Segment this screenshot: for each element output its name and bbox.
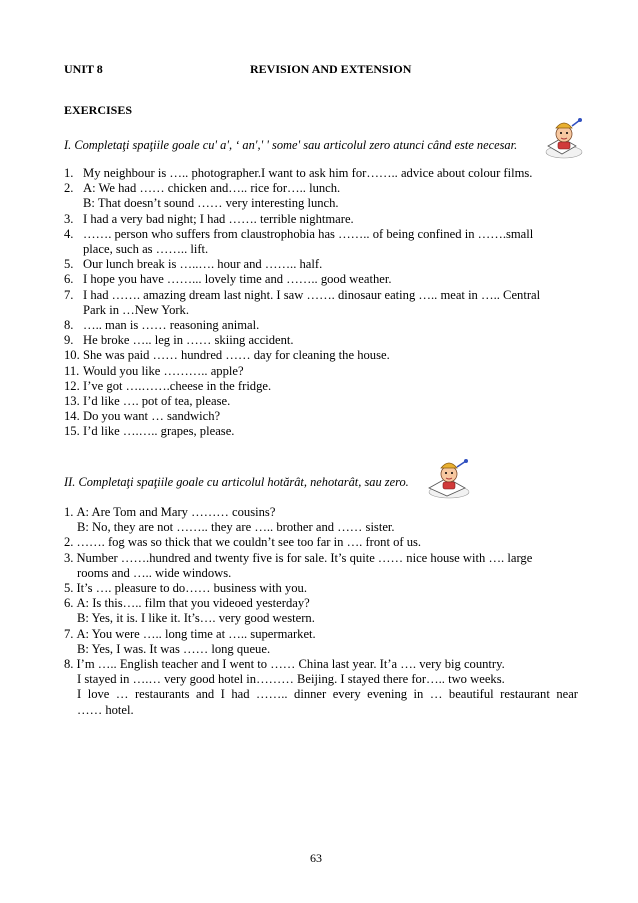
item-number: 5.	[64, 581, 74, 596]
list-item	[64, 505, 584, 535]
item-text: A: Is this….. film that you videoed yesterday?	[76, 596, 310, 611]
item-number: 8.	[64, 657, 74, 672]
page-title: REVISION AND EXTENSION	[250, 62, 412, 76]
list-item	[64, 596, 584, 626]
item-line	[64, 581, 584, 596]
item-line	[64, 657, 584, 672]
item-line: A: We had …… chicken and….. rice for….. lunch.	[83, 181, 341, 196]
item-text: It’s …. pleasure to do…… business with you.	[76, 581, 307, 596]
item-line	[64, 596, 584, 611]
item-line: I’d like …. pot of tea, please.	[83, 394, 231, 409]
section1-instruction: I. Completaţi spaţiile goale cu' a', ‘ an',' ' some' sau articolul zero atunci când este necesar.	[64, 138, 518, 152]
item-line	[64, 505, 584, 520]
item-number: 12.	[64, 378, 80, 393]
item-line: I had ……. amazing dream last night. I saw ……. dinosaur eating ….. meat in ….. Central	[83, 287, 541, 302]
item-number: 3.	[64, 211, 74, 226]
item-number: 2.	[64, 181, 74, 196]
item-text: I’m ….. English teacher and I went to …… China last year. It’a …. very big country.	[76, 657, 505, 672]
item-number: 6.	[64, 272, 74, 287]
list-item	[64, 581, 584, 596]
list-item	[64, 424, 584, 439]
item-number: 1.	[64, 505, 74, 519]
list-item	[64, 272, 584, 287]
item-line: B: Yes, I was. It was …… long queue.	[77, 641, 271, 656]
item-line: B: No, they are not …….. they are ….. brother and …… sister.	[77, 520, 395, 535]
list-item	[64, 657, 584, 718]
item-line	[64, 551, 584, 566]
item-line: rooms and ….. wide windows.	[77, 565, 232, 580]
list-item	[64, 318, 584, 333]
item-line: ….. man is …… reasoning animal.	[83, 318, 260, 333]
list-item	[64, 394, 584, 409]
cartoon-chef-icon	[425, 458, 473, 500]
item-text: Number …….hundred and twenty five is for sale. It’s quite …… nice house with …. large	[76, 550, 533, 565]
item-number: 14.	[64, 409, 80, 424]
item-number: 7.	[64, 287, 74, 302]
item-number: 3.	[64, 550, 74, 565]
item-line: I’ve got ….…….cheese in the fridge.	[83, 378, 272, 393]
item-number: 11.	[64, 363, 80, 378]
cartoon-chef-icon	[542, 116, 586, 160]
unit-label: UNIT 8	[64, 62, 103, 76]
item-text: A: Are Tom and Mary ……… cousins?	[76, 505, 276, 519]
item-line: Park in …New York.	[83, 302, 190, 317]
item-line: I hope you have ……... lovely time and …….. good weather.	[83, 272, 392, 287]
item-line: I had a very bad night; I had ……. terrible nightmare.	[83, 211, 354, 226]
list-item	[64, 551, 584, 581]
list-item	[64, 288, 584, 318]
item-number: 15.	[64, 424, 80, 439]
item-line: place, such as …….. lift.	[83, 242, 209, 257]
item-text: A: You were ….. long time at ….. supermarket.	[76, 626, 316, 641]
section2-instruction: II. Completaţi spaţiile goale cu articolul hotărât, nehotarât, sau zero.	[64, 475, 409, 489]
item-number: 2.	[64, 535, 74, 550]
item-number: 7.	[64, 626, 74, 641]
item-line: I’d like ….….. grapes, please.	[83, 424, 235, 439]
list-item	[64, 409, 584, 424]
item-number: 9.	[64, 333, 74, 348]
section1-list	[64, 166, 584, 440]
item-text: ……. fog was so thick that we couldn’t see too far in …. front of us.	[76, 535, 422, 550]
list-item	[64, 379, 584, 394]
section2-list	[64, 505, 584, 718]
list-item	[64, 627, 584, 657]
list-item	[64, 212, 584, 227]
list-item	[64, 227, 584, 257]
item-line: I stayed in ….… very good hotel in……… Beijing. I stayed there for….. two weeks.	[77, 672, 505, 687]
item-line: She was paid …… hundred …… day for cleaning the house.	[83, 348, 390, 363]
list-item	[64, 166, 584, 181]
list-item	[64, 257, 584, 272]
list-item	[64, 535, 584, 550]
item-line: B: Yes, it is. I like it. It’s…. very good western.	[77, 611, 315, 626]
item-line: Would you like ……….. apple?	[83, 363, 244, 378]
item-number: 10.	[64, 348, 80, 363]
list-item	[64, 333, 584, 348]
item-line: …… hotel.	[77, 702, 134, 717]
list-item	[64, 348, 584, 363]
item-line: Do you want … sandwich?	[83, 409, 221, 424]
item-line	[64, 627, 584, 642]
item-number: 5.	[64, 257, 74, 272]
item-number: 13.	[64, 394, 80, 409]
list-item	[64, 181, 584, 211]
list-item	[64, 364, 584, 379]
item-number: 1.	[64, 166, 74, 180]
item-number: 6.	[64, 596, 74, 611]
item-line: I love … restaurants and I had …….. dinner every evening in … beautiful restaurant near	[77, 687, 578, 702]
item-line: He broke ….. leg in …… skiing accident.	[83, 333, 294, 348]
item-line: ……. person who suffers from claustrophobia has …….. of being confined in …….small	[83, 226, 534, 241]
item-line	[64, 535, 584, 550]
item-line: Our lunch break is …..…. hour and …….. half.	[83, 257, 323, 272]
item-line: My neighbour is ….. photographer.I want to ask him for…….. advice about colour films.	[83, 166, 533, 180]
exercises-heading: EXERCISES	[64, 103, 133, 117]
item-number: 8.	[64, 318, 74, 333]
item-line: B: That doesn’t sound …… very interesting lunch.	[83, 196, 339, 211]
item-number: 4.	[64, 226, 74, 241]
page-number: 63	[310, 851, 322, 865]
